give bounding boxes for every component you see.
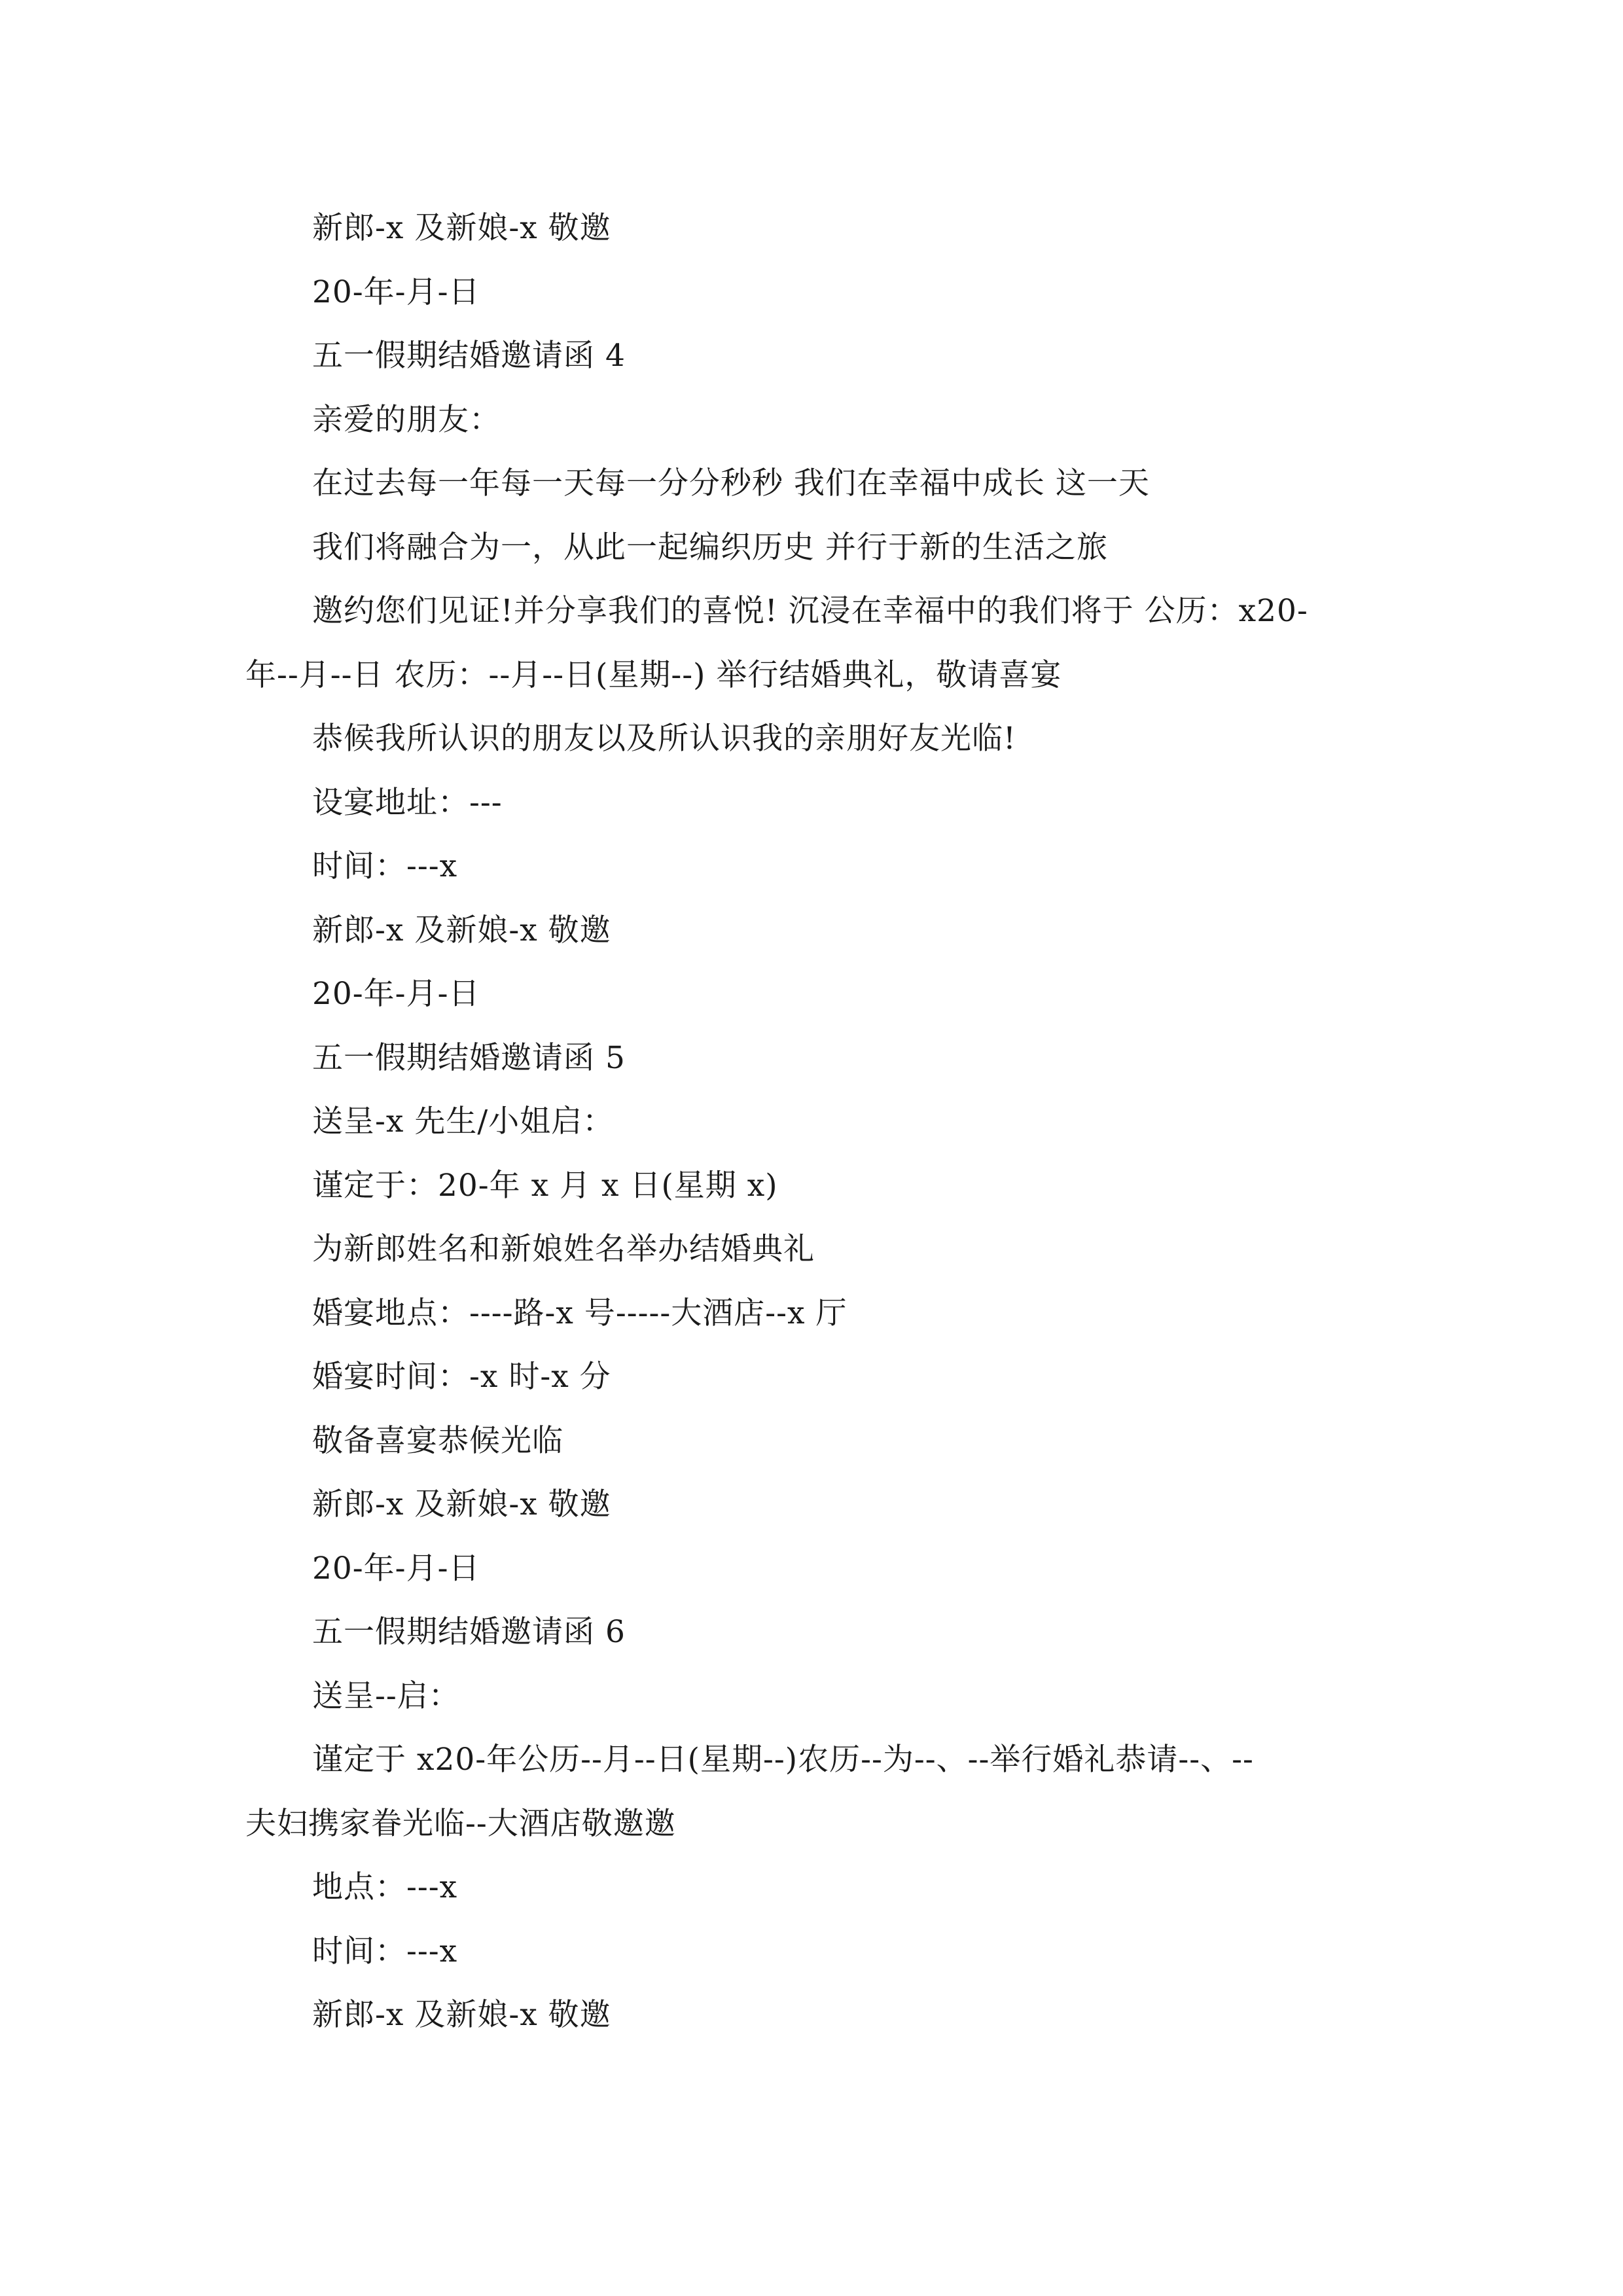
section-heading: 五一假期结婚邀请函 6: [312, 1614, 626, 1650]
body-line-continued: 年--月--日 农历：--月--日(星期--) 举行结婚典礼，敬请喜宴: [245, 656, 1062, 693]
body-line: 在过去每一年每一天每一分分秒秒 我们在幸福中成长 这一天: [312, 465, 1150, 501]
body-line: 敬备喜宴恭候光临: [312, 1422, 563, 1459]
signature-line: 新郎-x 及新娘-x 敬邀: [312, 912, 611, 948]
salutation: 送呈--启：: [312, 1677, 460, 1714]
section-heading: 五一假期结婚邀请函 4: [312, 338, 626, 374]
venue-line: 婚宴地点：----路-x 号-----大酒店--x 厅: [312, 1295, 847, 1331]
salutation: 亲爱的朋友：: [312, 401, 501, 438]
time-line: 时间：---x: [312, 1933, 458, 1969]
body-line: 谨定于 x20-年公历--月--日(星期--)农历--为--、--举行婚礼恭请--、--: [312, 1742, 1254, 1778]
signature-line: 新郎-x 及新娘-x 敬邀: [312, 1997, 611, 2033]
document-body: [245, 196, 1384, 2047]
signature-line: 新郎-x 及新娘-x 敬邀: [312, 1486, 611, 1522]
body-line: 邀约您们见证!并分享我们的喜悦! 沉浸在幸福中的我们将于 公历：x20-: [312, 593, 1308, 629]
body-line: 恭候我所认识的朋友以及所认识我的亲朋好友光临!: [312, 721, 1016, 757]
venue-line: 设宴地址：---: [312, 784, 503, 821]
signature-line: 新郎-x 及新娘-x 敬邀: [312, 210, 611, 246]
salutation: 送呈-x 先生/小姐启：: [312, 1103, 615, 1139]
date-line: 20-年-月-日: [312, 1550, 480, 1587]
body-line-continued: 夫妇携家眷光临--大酒店敬邀邀: [245, 1805, 676, 1842]
date-line: 20-年-月-日: [312, 976, 480, 1012]
section-heading: 五一假期结婚邀请函 5: [312, 1039, 626, 1076]
venue-line: 地点：---x: [312, 1869, 458, 1905]
body-line: 为新郎姓名和新娘姓名举办结婚典礼: [312, 1231, 815, 1267]
body-line: 我们将融合为一，从此一起编织历史 并行于新的生活之旅: [312, 529, 1108, 565]
time-line: 时间：---x: [312, 848, 458, 884]
date-line: 20-年-月-日: [312, 274, 480, 310]
time-line: 婚宴时间：-x 时-x 分: [312, 1359, 611, 1395]
body-line: 谨定于：20-年 x 月 x 日(星期 x): [312, 1167, 778, 1204]
